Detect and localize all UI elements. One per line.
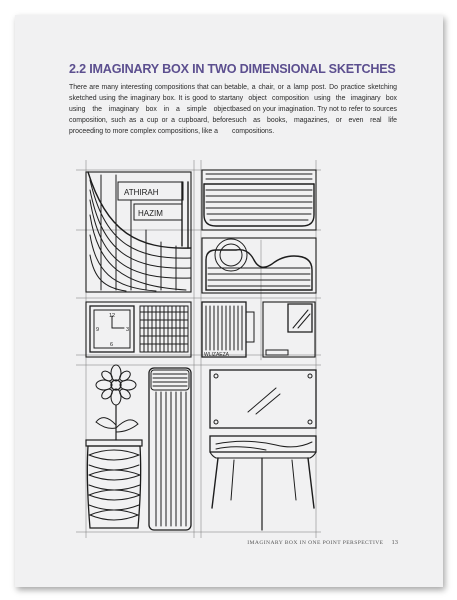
running-title: IMAGINARY BOX IN ONE POINT PERSPECTIVE <box>247 540 384 546</box>
clock-numeral-12: 12 <box>109 313 116 319</box>
artist-signature: WLIZAEZA <box>204 352 230 358</box>
section-heading: 2.2 IMAGINARY BOX IN TWO DIMENSIONAL SKETCHES <box>69 62 396 76</box>
clock-numeral-9: 9 <box>96 327 100 333</box>
flower-vase-sketch <box>86 365 142 528</box>
page-number: 13 <box>391 539 398 546</box>
page-footer <box>0 539 398 546</box>
imaginary-box-sketch-illustration <box>76 160 321 538</box>
tape-dispenser-sketch <box>202 238 316 293</box>
body-text-left-column: There are many interesting compositions that can be sketched using the imaginary box. It is good to start using the imaginary box in a simple object composition, such as a cup or a cupboard, before proceeding to more complex compositions, like a <box>69 84 232 135</box>
clock-numeral-3: 3 <box>126 327 130 333</box>
guide-lines <box>76 160 321 538</box>
woven-tube-sketch <box>149 368 191 530</box>
sketch-label-2: HAZIM <box>138 209 163 218</box>
wooden-box-sketch <box>202 170 316 230</box>
clock-panel-sketch <box>86 302 191 357</box>
clock-numeral-6: 6 <box>110 342 114 348</box>
body-text-right-column: table, a chair, or a lamp post. Do practice sketching any object composition using the imaginary box based on your imagination. Try not to refer to sources such as books, magazines, or even real life compositions. <box>232 84 397 135</box>
sketch-label-1: ATHIRAH <box>124 188 159 197</box>
glass-table-sketch <box>210 370 316 530</box>
mirror-frame-sketch <box>263 302 315 357</box>
cabinet-sketch <box>202 302 254 357</box>
